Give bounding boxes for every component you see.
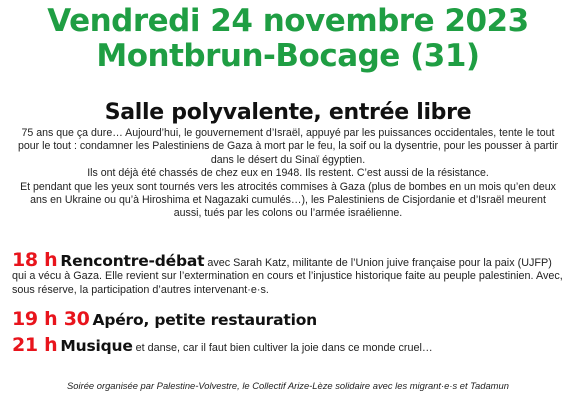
- intro-paragraph: Et pendant que les yeux sont tournés vers les atrocités commises à Gaza (plus de bombes en un mois qu’en deux ans en Ukraine ou qu’à Hiroshima et Nagazaki cumulés…), les Palestiniens de Cisjordanie et d’Israël meurent aussi, tués par les colons ou l’armée israélienne.: [20, 180, 556, 220]
- program-time: 21 h: [12, 334, 58, 356]
- event-place-heading: Montbrun-Bocage (31): [96, 38, 480, 74]
- intro-paragraph: 75 ans que ça dure… Aujourd’hui, le gouvernement d’Israël, appuyé par les puissances occidentales, tente le tout pour le tout : condamner les Palestiniens de Gaza à mort par le feu, la soif ou la dysentrie, pour les pousser à partir dans le désert du Sinaï égyptien.: [18, 127, 558, 166]
- program-time: 19 h 30: [12, 308, 90, 330]
- program-title: Apéro, petite restauration: [92, 311, 317, 329]
- program-item-apero: [12, 308, 564, 330]
- event-date-heading: Vendredi 24 novembre 2023: [47, 3, 529, 39]
- program-title: Musique: [60, 337, 133, 355]
- program-description: avec Sarah Katz, militante de l’Union juive française pour la paix (UJFP) qui a vécu à Gaza. Elle revient sur l’extermination en cours et l’injustice historique faite au peuple palestinien. Avec, sous réserve, la participation d’autres intervenant·e·s.: [12, 257, 563, 296]
- program-description: et danse, car il faut bien cultiver la joie dans ce monde cruel…: [135, 342, 433, 354]
- organizers-footer: Soirée organisée par Palestine-Volvestre, le Collectif Arize-Lèze solidaire avec les migrant·e·s et Tadamun: [67, 380, 509, 391]
- program-item-debate: [12, 249, 564, 297]
- program-item-music: [12, 334, 564, 356]
- venue-subheading: Salle polyvalente, entrée libre: [104, 100, 472, 126]
- program-time: 18 h: [12, 249, 58, 271]
- intro-paragraph: Ils ont déjà été chassés de chez eux en 1948. Ils restent. C’est aussi de la résistance.: [87, 167, 489, 180]
- program-title: Rencontre-débat: [60, 252, 205, 270]
- intro-text: [16, 127, 560, 221]
